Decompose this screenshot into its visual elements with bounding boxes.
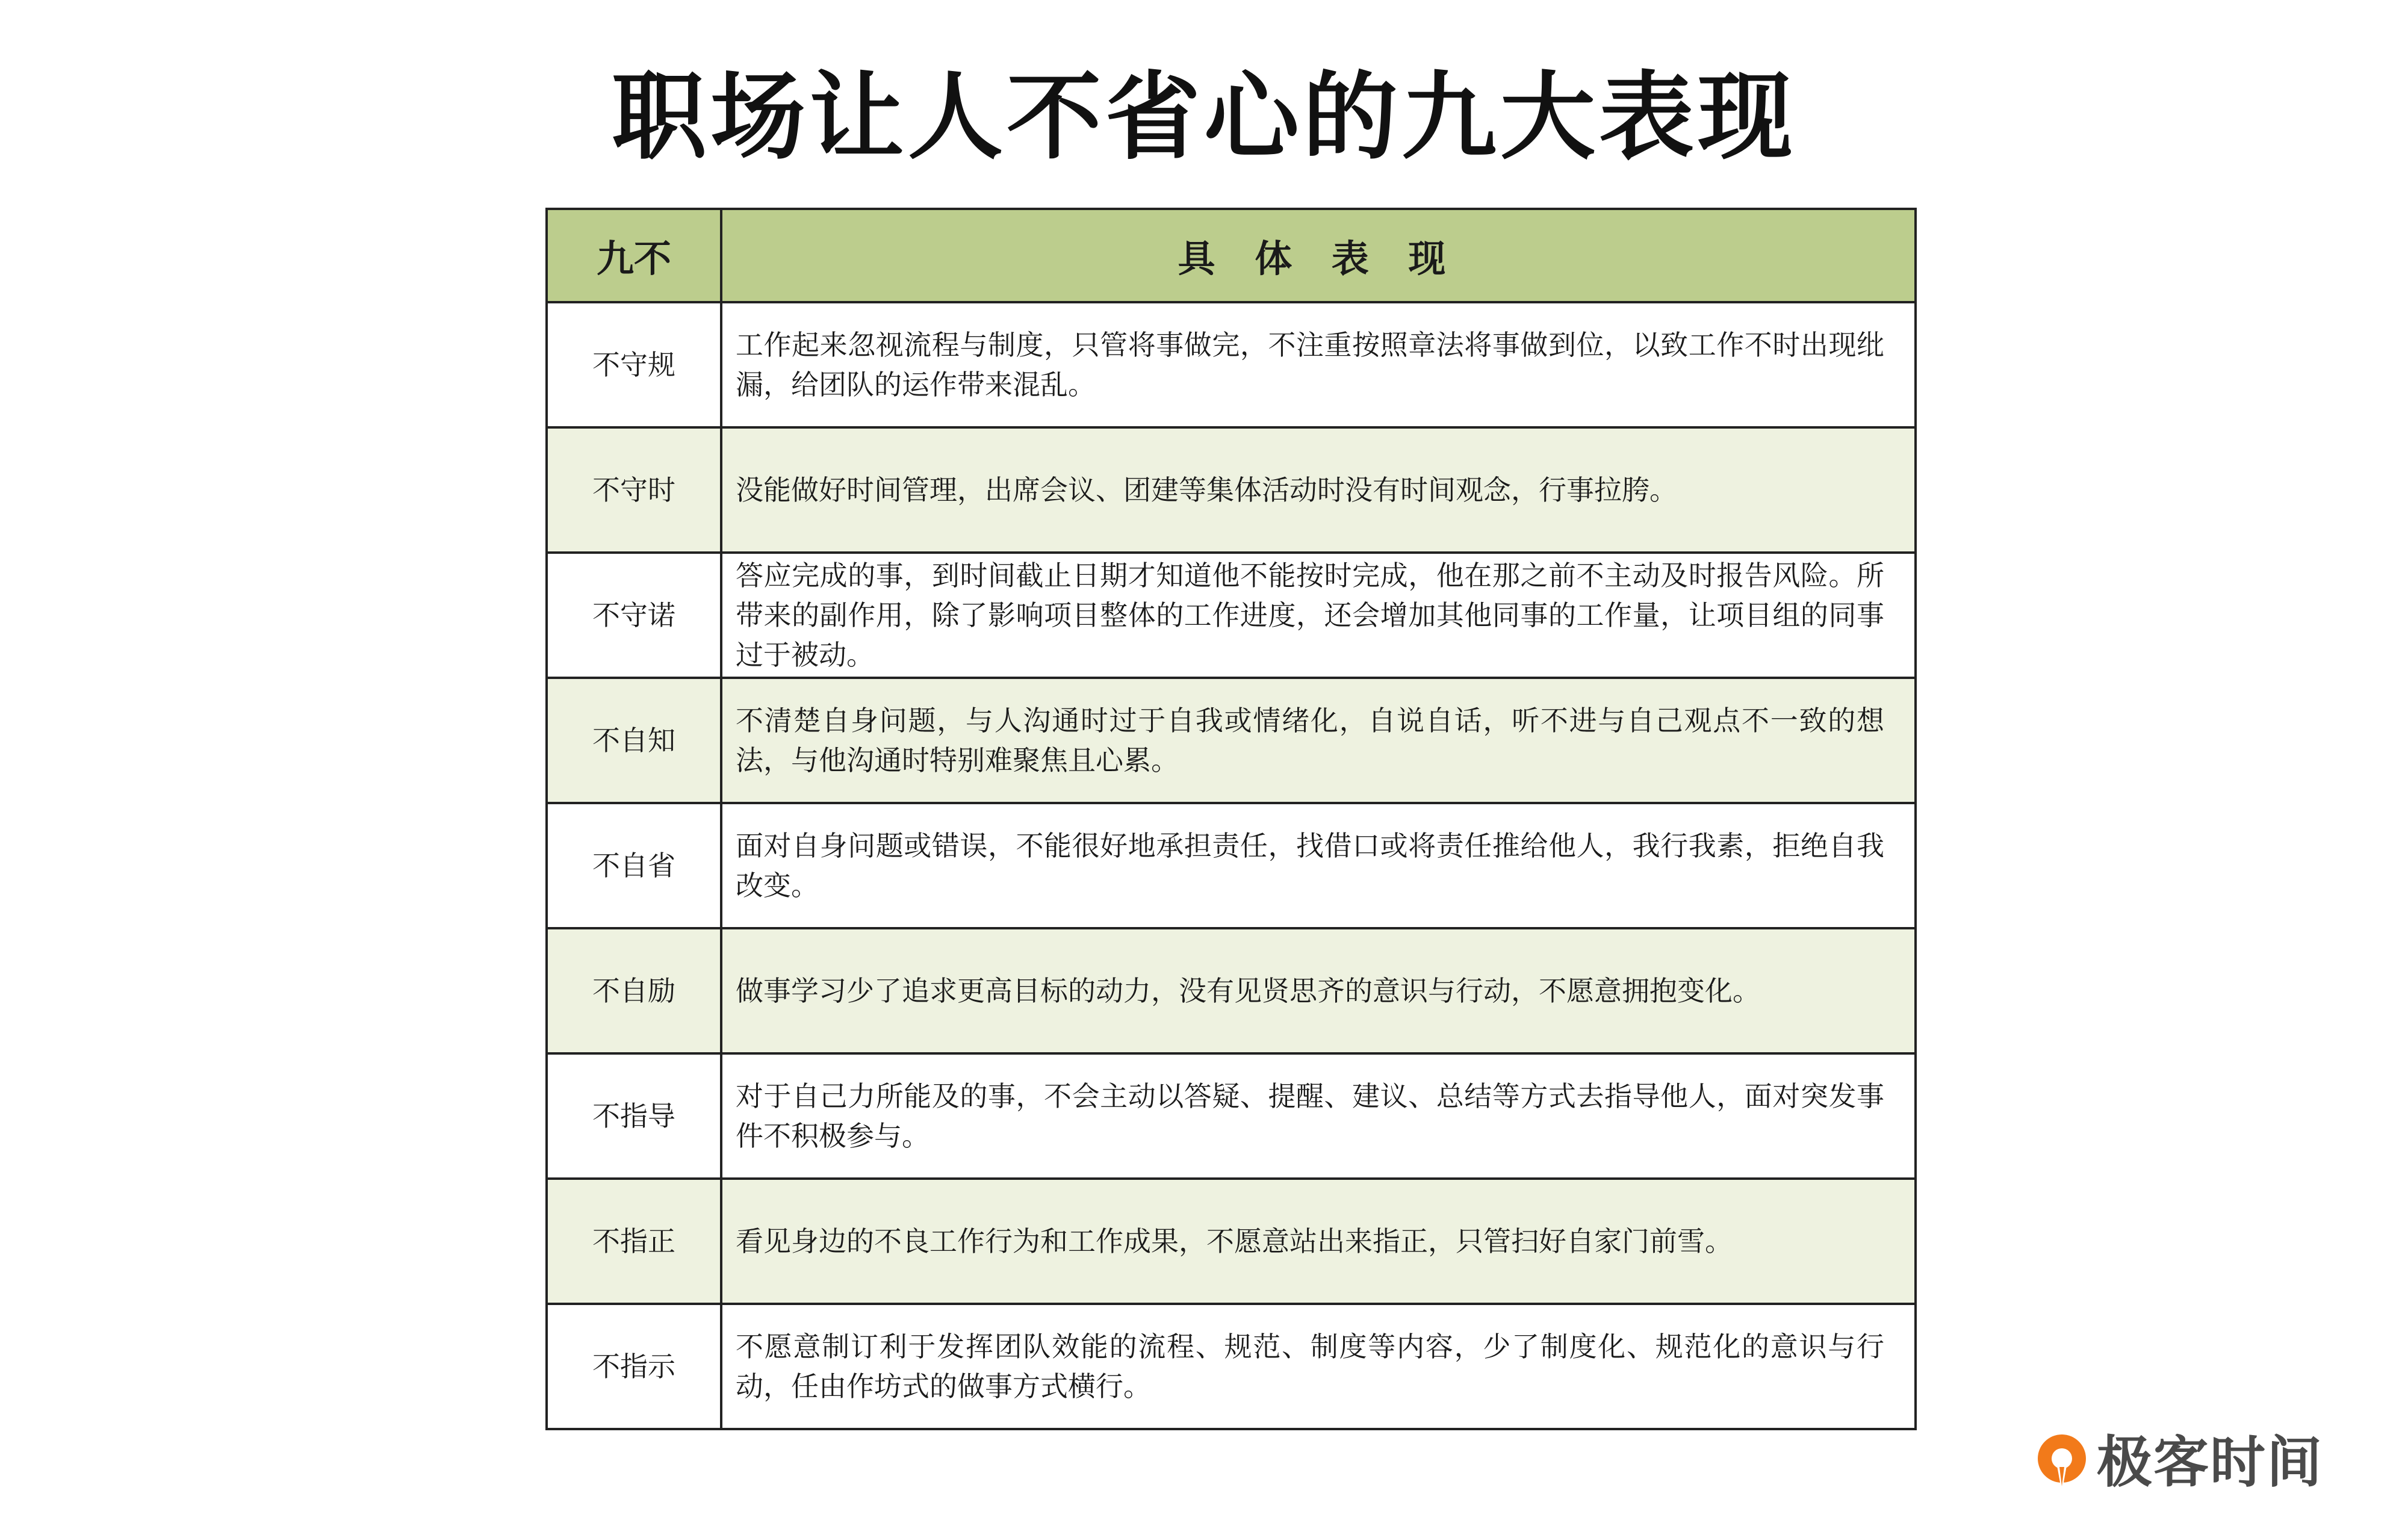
row-key: 不自省 <box>547 803 721 928</box>
row-key: 不指示 <box>547 1304 721 1429</box>
row-desc: 做事学习少了追求更高目标的动力，没有见贤思齐的意识与行动，不愿意拥抱变化。 <box>721 928 1916 1053</box>
row-desc: 看见身边的不良工作行为和工作成果，不愿意站出来指正，只管扫好自家门前雪。 <box>721 1179 1916 1304</box>
row-desc: 面对自身问题或错误，不能很好地承担责任，找借口或将责任推给他人，我行我素，拒绝自我改变。 <box>721 803 1916 928</box>
table-row <box>547 928 1916 1053</box>
row-key: 不指导 <box>547 1053 721 1179</box>
table-header-row <box>547 209 1916 302</box>
row-key: 不守规 <box>547 302 721 427</box>
header-detail: 具 体 表 现 <box>721 209 1916 302</box>
row-desc: 不愿意制订利于发挥团队效能的流程、规范、制度等内容，少了制度化、规范化的意识与行动，任由作坊式的做事方式横行。 <box>721 1304 1916 1429</box>
header-key: 九不 <box>547 209 721 302</box>
row-desc: 工作起来忽视流程与制度，只管将事做完，不注重按照章法将事做到位，以致工作不时出现纰漏，给团队的运作带来混乱。 <box>721 302 1916 427</box>
row-desc: 不清楚自身问题，与人沟通时过于自我或情绪化，自说自话，听不进与自己观点不一致的想法，与他沟通时特别难聚焦且心累。 <box>721 678 1916 803</box>
row-key: 不守诺 <box>547 553 721 678</box>
row-desc: 答应完成的事，到时间截止日期才知道他不能按时完成，他在那之前不主动及时报告风险。所带来的副作用，除了影响项目整体的工作进度，还会增加其他同事的工作量，让项目组的同事过于被动。 <box>721 553 1916 678</box>
logo-text: 极客时间 <box>2097 1430 2324 1495</box>
geektime-logo-icon <box>2032 1430 2092 1496</box>
table-row <box>547 1053 1916 1179</box>
table-row <box>547 302 1916 427</box>
table-row <box>547 1179 1916 1304</box>
row-key: 不自励 <box>547 928 721 1053</box>
table-row <box>547 678 1916 803</box>
row-desc: 对于自己力所能及的事，不会主动以答疑、提醒、建议、总结等方式去指导他人，面对突发事件不积极参与。 <box>721 1053 1916 1179</box>
table-row <box>547 803 1916 928</box>
row-key: 不守时 <box>547 427 721 553</box>
brand-logo <box>2032 1427 2323 1499</box>
row-key: 不自知 <box>547 678 721 803</box>
row-key: 不指正 <box>547 1179 721 1304</box>
table-row <box>547 1304 1916 1429</box>
row-desc: 没能做好时间管理，出席会议、团建等集体活动时没有时间观念，行事拉胯。 <box>721 427 1916 553</box>
table-row <box>547 427 1916 553</box>
behavior-table <box>545 208 1917 1430</box>
page-title: 职场让人不省心的九大表现 <box>612 62 1796 173</box>
table-row <box>547 553 1916 678</box>
